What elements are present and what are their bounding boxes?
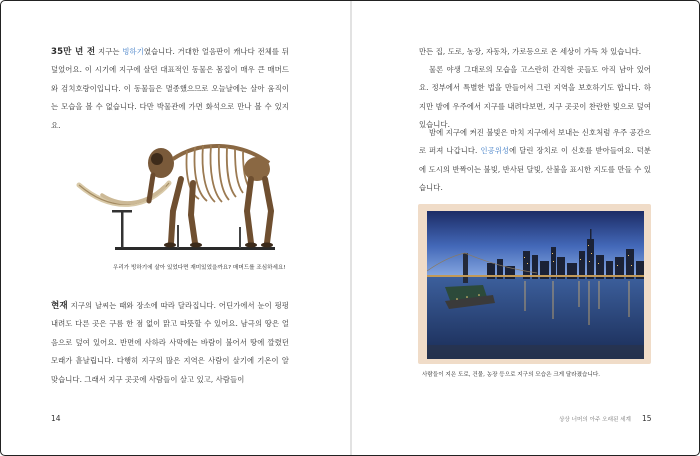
right-paragraph-3 (419, 124, 651, 198)
era-heading-35man: 35만 년 전 (51, 47, 96, 57)
glossary-term-satellite[interactable]: 인공위성 (480, 146, 510, 156)
text-segment: 였습니다. 거대한 얼음판이 캐나다 전체를 뒤덮었어요. 이 시기에 지구에 살던 대표적인 동물은 몸집이 매우 큰 매머드와 검치호랑이입니다. 이 동물들은 멸종했으므로 오늘날에는 살아 움직이는 모습을 볼 수 없습니다. 다만 박물관에 가면 화석으로 만나 볼 수 있지요. (51, 47, 289, 130)
page-number-left: 14 (51, 414, 61, 423)
city-night-photo (427, 211, 644, 359)
photo-caption-city: 사람들이 지은 도로, 건물, 농장 등으로 지구의 모습은 크게 달라졌습니다. (422, 372, 601, 378)
mammoth-skeleton-image (69, 135, 284, 259)
text-segment: 에 달린 장치로 이 신호를 받아들여요. 덕분에 도시의 반짝이는 불빛, 반사된 달빛, 산불을 표시한 지도를 만들 수 있습니다. (419, 146, 651, 193)
figure-caption-mammoth: 우리가 빙하기에 살아 있었다면 재미있었을까요? 매머드를 조심하세요! (113, 265, 286, 271)
left-paragraph-1 (51, 43, 289, 135)
era-heading-present: 현재 (51, 301, 68, 311)
running-head: 상상 너머의 아주 오래된 세계 (559, 417, 631, 423)
glossary-term-ice-age[interactable]: 빙하기 (122, 47, 144, 56)
text-segment: 밤에 지구에 켜진 불빛은 마치 지구에서 보내는 신호처럼 우주 공간으로 퍼져 나갑니다. (419, 128, 651, 156)
page-number-right: 15 (642, 414, 652, 423)
mammoth-skeleton-figure (69, 135, 284, 259)
city-skyline-image (427, 211, 644, 359)
text-segment: 지구의 날씨는 때와 장소에 따라 달라집니다. 어딘가에서 눈이 펑펑 내려도 다른 곳은 구름 한 점 없이 맑고 따뜻할 수 있어요. 남극의 땅은 얼음으로 덮여 있어요. 반면에 사하라 사막에는 바람이 불어서 땅에 깔렸던 모래가 흩날립니다. 다행히 지구의 많은 지역은 사람이 살기에 기온이 알맞습니다. 그래서 지구 곳곳에 사람들이 살고 있고, 사람들이 (51, 301, 289, 384)
book-gutter (350, 1, 352, 455)
right-paragraph-2: 물론 야생 그대로의 모습을 고스란히 간직한 곳들도 아직 남아 있어요. 정부에서 특별한 법을 만들어서 그런 지역을 보호하기도 합니다. 하지만 밤에 우주에서 지구를 내려다보면, 지구 곳곳이 찬란한 빛으로 덮여 있습니다. (419, 65, 651, 130)
right-paragraph-1: 만든 집, 도로, 농장, 자동차, 가로등으로 온 세상이 가득 차 있습니다. (419, 47, 642, 56)
text-segment: 지구는 (95, 47, 123, 56)
left-paragraph-2 (51, 297, 289, 389)
